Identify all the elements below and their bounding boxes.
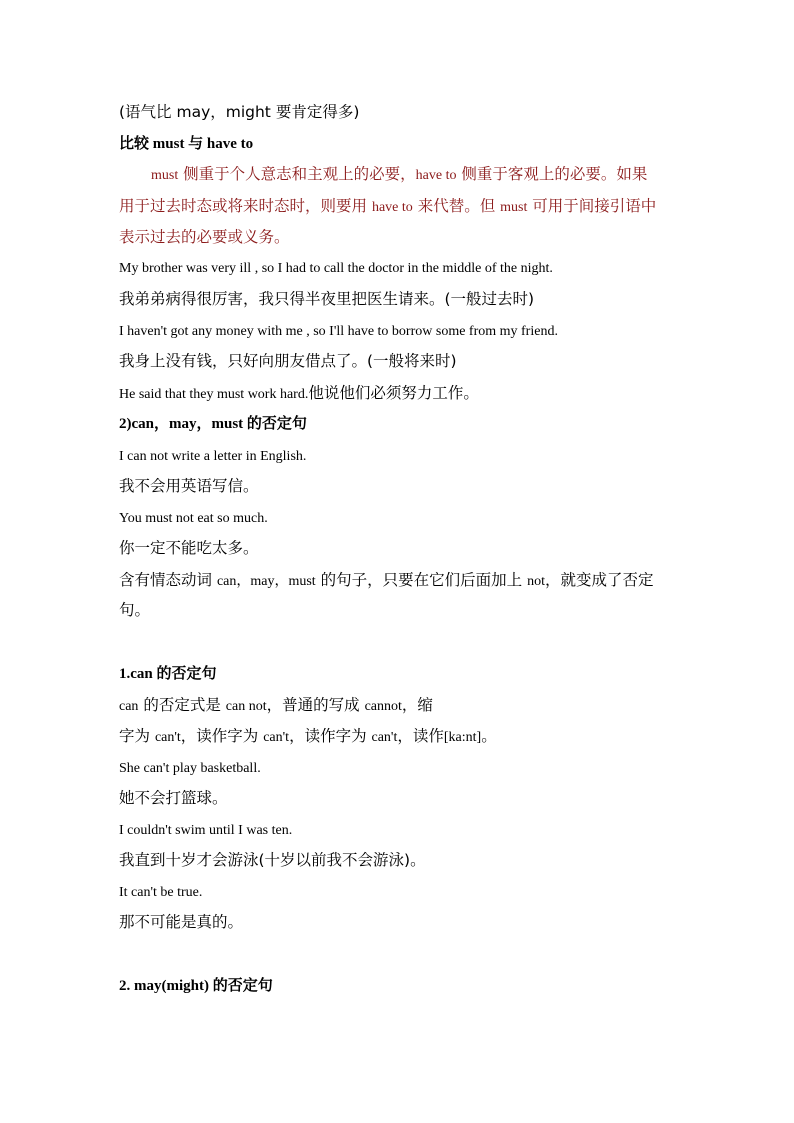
paragraph-line-1 — [119, 572, 653, 589]
c1d: ，普通的写成 — [266, 696, 365, 714]
example-zh-5: 你一定不能吃太多。 — [119, 539, 259, 557]
compare-line-3 — [119, 229, 290, 246]
c1f: ，缩 — [401, 696, 433, 714]
example-en-4: I can not write a letter in English. — [119, 449, 307, 464]
example-en-6: She can't play basketball. — [119, 761, 261, 776]
heading-may-zh: 的否定句 — [212, 976, 273, 994]
heading-negative — [119, 416, 307, 432]
heading-compare — [119, 136, 253, 152]
example-3-zh: 他说他们必须努力工作。 — [308, 384, 479, 402]
heading-compare-en: must 与 have to — [149, 136, 254, 152]
r2e: 可用于间接引语中 — [527, 197, 657, 215]
c1a: can — [119, 699, 139, 714]
r2a: 用于过去时态或将来时态时，则要用 — [119, 197, 372, 215]
heading-can-zh: 的否定句 — [156, 664, 217, 682]
r2c: 来代替。但 — [412, 197, 501, 215]
example-en-5: You must not eat so much. — [119, 511, 268, 526]
p1d: not — [527, 574, 545, 589]
c1b: 的否定式是 — [138, 696, 226, 714]
c2h: [ka:nt] — [443, 730, 482, 745]
example-zh-6: 她不会打篮球。 — [119, 789, 228, 807]
example-en-2: I haven't got any money with me , so I'll have to borrow some from my friend. — [119, 324, 558, 339]
compare-line-2 — [119, 198, 656, 215]
c1c: can not — [225, 699, 267, 714]
can-line-1 — [119, 697, 433, 714]
c2c: ，读作字为 — [180, 727, 264, 745]
example-zh-2: 我身上没有钱，只好向朋友借点了。(一般将来时) — [119, 352, 457, 370]
p1e: ，就变成了否定 — [544, 571, 654, 589]
example-zh-8: 那不可能是真的。 — [119, 913, 244, 931]
r2d: must — [500, 200, 528, 215]
c2b: can't — [154, 730, 181, 745]
r3: 表示过去的必要或义务。 — [119, 228, 290, 246]
heading-can — [119, 666, 217, 682]
example-3 — [119, 385, 479, 402]
example-zh-4: 我不会用英语写信。 — [119, 477, 259, 495]
r2b: have to — [371, 200, 413, 215]
example-en-7: I couldn't swim until I was ten. — [119, 823, 293, 838]
example-zh-1: 我弟弟病得很厉害，我只得半夜里把医生请来。(一般过去时) — [119, 290, 535, 308]
example-en-8: It can't be true. — [119, 885, 203, 900]
note-line — [119, 104, 359, 121]
p1c: 的句子，只要在它们后面加上 — [315, 571, 528, 589]
p1a: 含有情态动词 — [119, 571, 217, 589]
heading-negative-zh: 的否定句 — [246, 414, 307, 432]
can-line-2 — [119, 728, 497, 745]
r1c: have to — [415, 168, 457, 183]
c2i: 。 — [481, 727, 497, 745]
example-zh-7: 我直到十岁才会游泳(十岁以前我不会游泳)。 — [119, 851, 426, 869]
c2e: ，读作字为 — [289, 727, 372, 745]
c2g: ，读作 — [397, 727, 444, 745]
r1d: 侧重于客观上的必要。如果 — [456, 165, 648, 183]
heading-negative-en: 2)can，may，must — [119, 416, 247, 432]
r1a: must — [151, 168, 179, 183]
example-en-1: My brother was very ill , so I had to call the doctor in the middle of the night. — [119, 261, 553, 276]
c1e: cannot — [364, 699, 402, 714]
compare-line-1 — [151, 166, 647, 183]
heading-may-en: 2. may(might) — [119, 978, 213, 994]
note-text: (语气比 may，might 要肯定得多) — [119, 103, 360, 121]
heading-can-en: 1.can — [119, 666, 157, 682]
c2d: can't — [263, 730, 290, 745]
c2a: 字为 — [119, 727, 155, 745]
r1b: 侧重于个人意志和主观上的必要， — [178, 165, 416, 183]
heading-may — [119, 978, 273, 994]
paragraph-line-2: 句。 — [119, 601, 151, 619]
c2f: can't — [371, 730, 398, 745]
heading-compare-zh: 比较 — [119, 134, 150, 152]
example-3-en: He said that they must work hard. — [119, 387, 309, 402]
p1b: can，may，must — [216, 574, 316, 589]
